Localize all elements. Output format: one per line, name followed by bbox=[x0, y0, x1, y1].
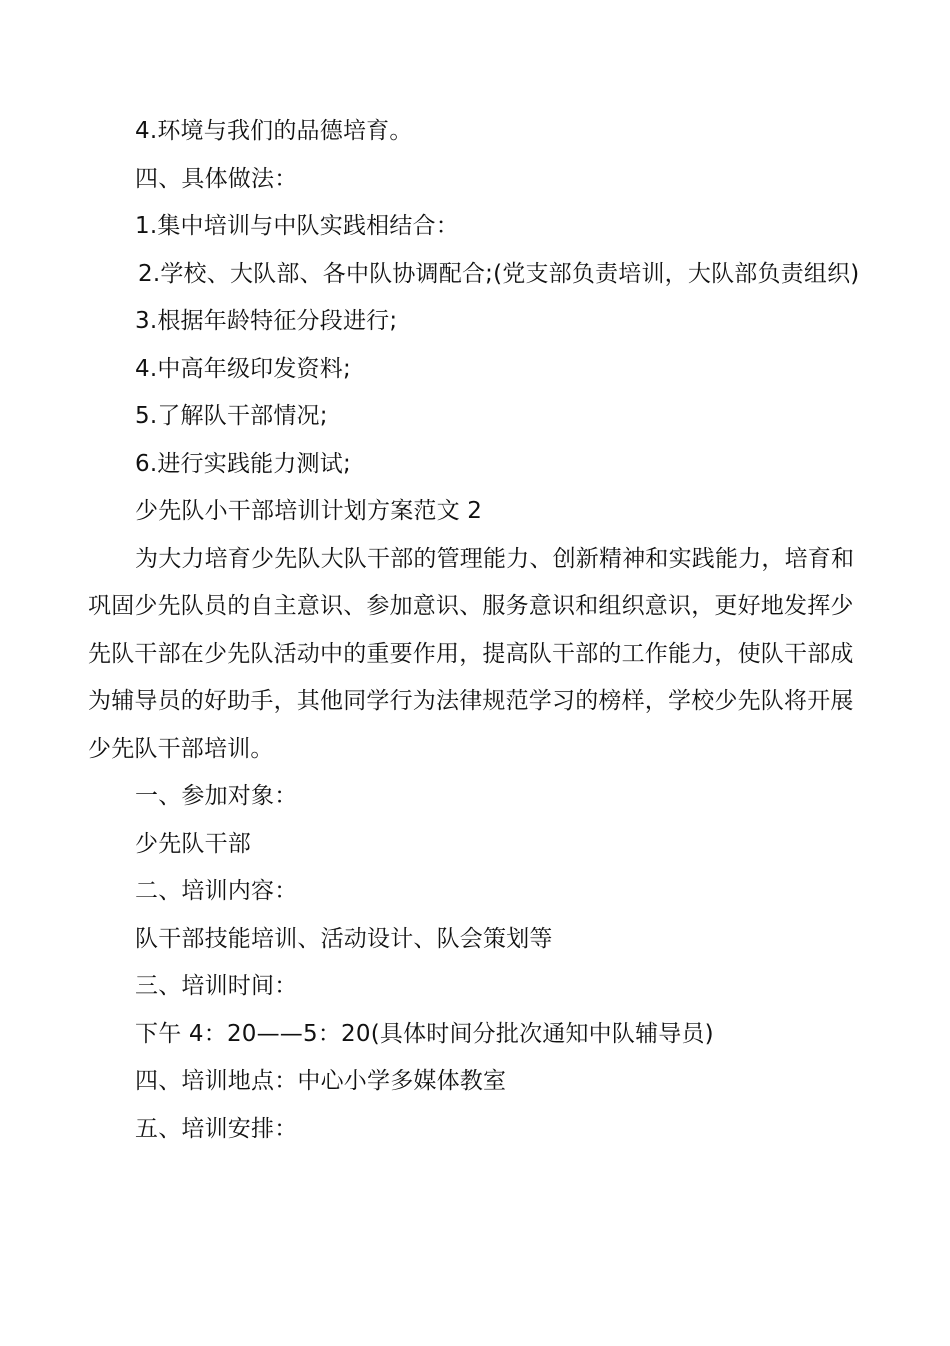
participants-text: 少先队干部 bbox=[135, 830, 251, 857]
intro-paragraph: 为大力培育少先队大队干部的管理能力、创新精神和实践能力，培育和巩固少先队员的自主意识、参加意识、服务意识和组织意识，更好地发挥少先队干部在少先队活动中的重要作用，提高队干部的工作能力，使队干部成为辅导员的好助手，其他同学行为法律规范学习的榜样，学校少先队将开展少先队干部培训。 bbox=[88, 545, 855, 762]
section-heading-participants: 一、参加对象： bbox=[135, 783, 298, 809]
paragraph-method-1: 1.集中培训与中队实践相结合： bbox=[135, 213, 459, 239]
paragraph-item-4: 4.环境与我们的品德培育。 bbox=[135, 118, 413, 144]
paragraph-method-6: 6.进行实践能力测试; bbox=[135, 450, 351, 477]
section-heading-time: 三、培训时间： bbox=[135, 973, 298, 999]
section-heading-content: 二、培训内容： bbox=[135, 878, 298, 904]
content-text: 队干部技能培训、活动设计、队会策划等 bbox=[135, 925, 553, 952]
paragraph-method-4: 4.中高年级印发资料; bbox=[135, 355, 351, 382]
paragraph-method-5: 5.了解队干部情况; bbox=[135, 403, 328, 429]
location-text: 四、培训地点：中心小学多媒体教室 bbox=[135, 1068, 507, 1094]
section-heading-methods: 四、具体做法： bbox=[135, 165, 298, 192]
paragraph-method-2: 2.学校、大队部、各中队协调配合;(党支部负责培训，大队部负责组织) bbox=[138, 260, 860, 287]
section-heading-arrangement: 五、培训安排： bbox=[135, 1115, 298, 1142]
paragraph-method-3: 3.根据年龄特征分段进行; bbox=[135, 308, 398, 334]
document-subtitle: 少先队小干部培训计划方案范文 2 bbox=[135, 498, 483, 524]
time-text: 下午 4：20——5：20(具体时间分批次通知中队辅导员) bbox=[135, 1020, 714, 1047]
document-body bbox=[88, 108, 868, 1153]
